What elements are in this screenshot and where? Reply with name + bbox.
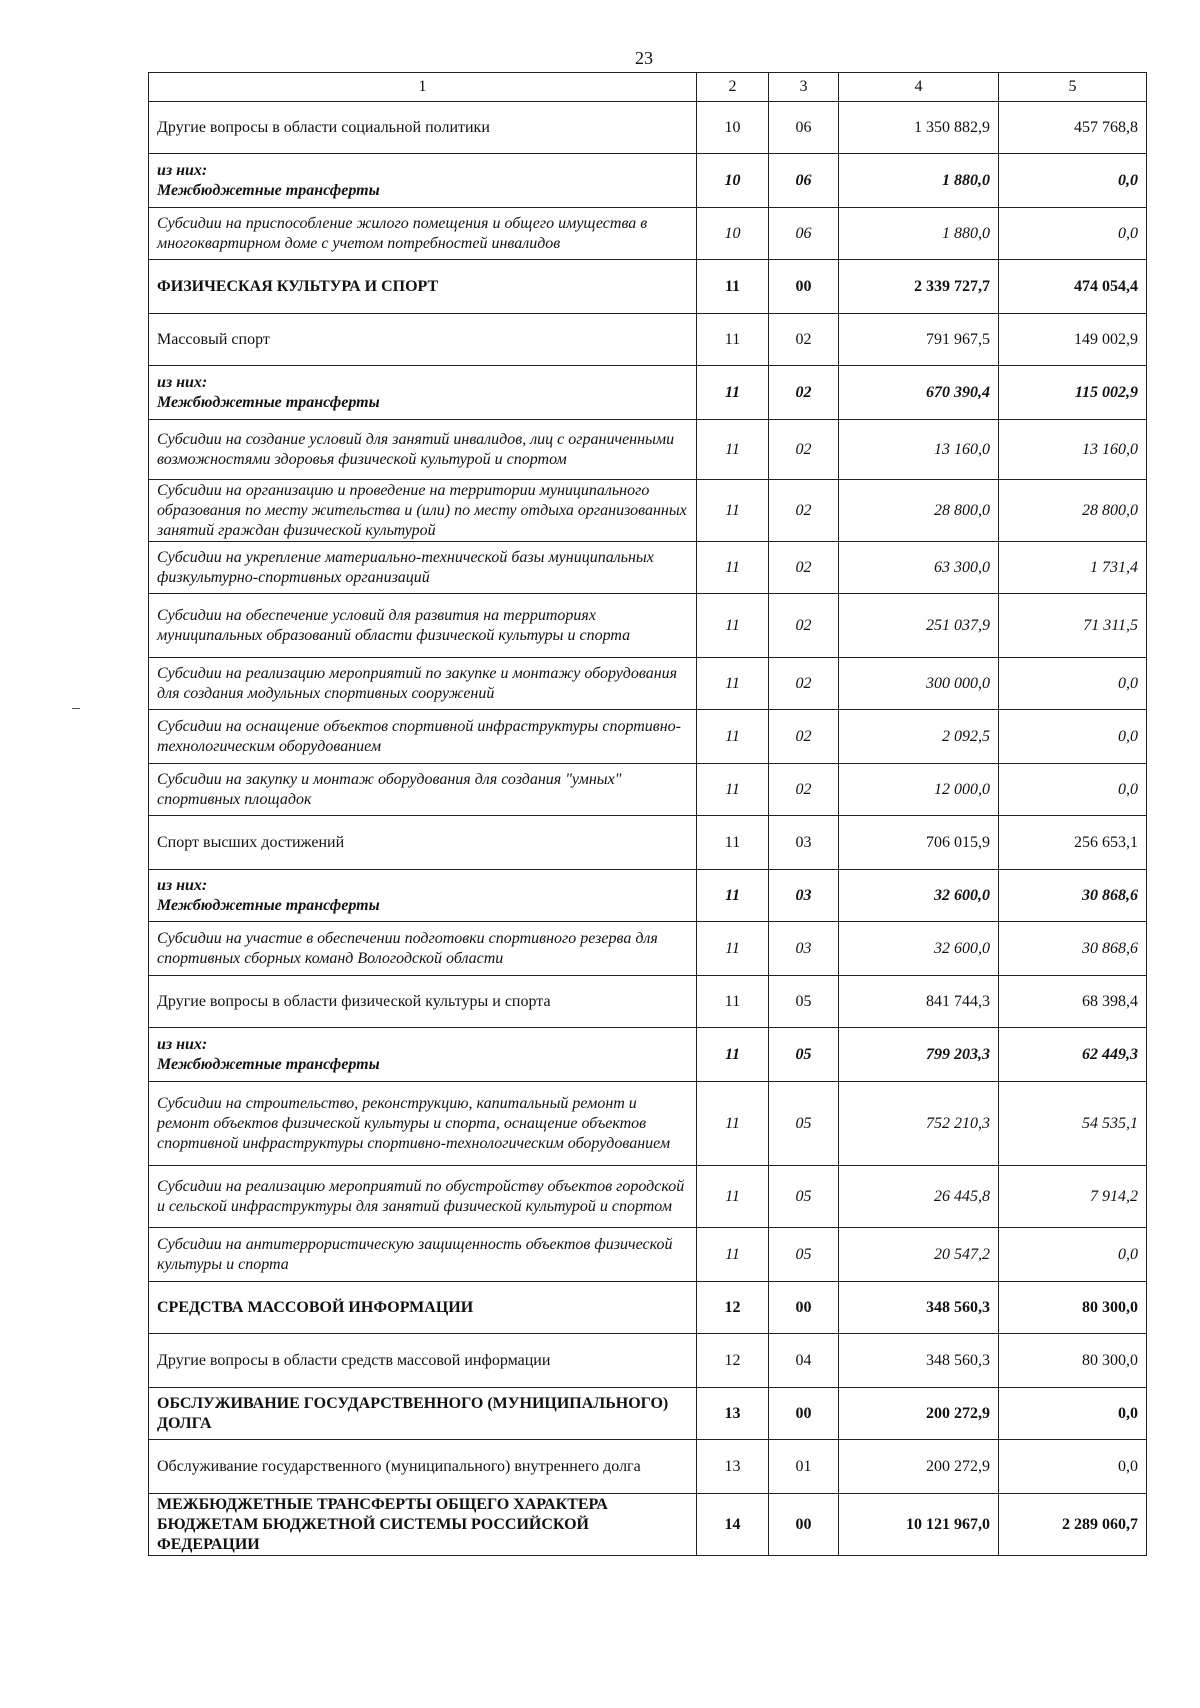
amount-col5: 68 398,4 [999,976,1147,1028]
amount-col4: 670 390,4 [839,366,999,420]
section-code: 11 [697,1082,769,1166]
amount-col4: 2 339 727,7 [839,260,999,314]
subsection-code: 05 [769,1228,839,1282]
amount-col4: 200 272,9 [839,1388,999,1440]
row-label: СРЕДСТВА МАССОВОЙ ИНФОРМАЦИИ [149,1282,697,1334]
amount-col5: 30 868,6 [999,922,1147,976]
section-code: 11 [697,366,769,420]
table-row [149,922,1147,976]
table-row [149,1494,1147,1556]
section-code: 10 [697,154,769,208]
amount-col4: 251 037,9 [839,594,999,658]
budget-table [148,72,1147,1556]
section-code: 11 [697,542,769,594]
column-number-4: 4 [839,73,999,102]
subsection-code: 05 [769,1166,839,1228]
row-label: Обслуживание государственного (муниципального) внутреннего долга [149,1440,697,1494]
row-label-text: Межбюджетные трансферты [157,896,380,914]
amount-col5: 1 731,4 [999,542,1147,594]
row-label-prefix: из них: [157,161,208,179]
amount-col5: 28 800,0 [999,480,1147,542]
subsection-code: 02 [769,594,839,658]
row-label: Субсидии на создание условий для занятий инвалидов, лиц с ограниченными возможностями здоровья физической культурой и спортом [149,420,697,480]
amount-col4: 799 203,3 [839,1028,999,1082]
subsection-code: 06 [769,102,839,154]
section-code: 14 [697,1494,769,1556]
row-label: Субсидии на закупку и монтаж оборудования для создания "умных" спортивных площадок [149,764,697,816]
row-label-prefix: из них: [157,876,208,894]
table-row [149,102,1147,154]
amount-col5: 0,0 [999,1388,1147,1440]
row-label: Субсидии на приспособление жилого помещения и общего имущества в многоквартирном доме с учетом потребностей инвалидов [149,208,697,260]
row-label: Субсидии на оснащение объектов спортивной инфраструктуры спортивно-технологическим оборудованием [149,710,697,764]
table-row [149,1082,1147,1166]
section-code: 11 [697,922,769,976]
table-row [149,1166,1147,1228]
row-label: Спорт высших достижений [149,816,697,870]
amount-col5: 71 311,5 [999,594,1147,658]
subsection-code: 05 [769,976,839,1028]
amount-col5: 474 054,4 [999,260,1147,314]
table-row [149,208,1147,260]
row-label-text: Межбюджетные трансферты [157,1055,380,1073]
row-label: Субсидии на реализацию мероприятий по закупке и монтажу оборудования для создания модульных спортивных сооружений [149,658,697,710]
table-row [149,366,1147,420]
table-row [149,542,1147,594]
table-row [149,420,1147,480]
amount-col5: 0,0 [999,208,1147,260]
amount-col5: 80 300,0 [999,1282,1147,1334]
column-number-2: 2 [697,73,769,102]
subsection-code: 00 [769,1282,839,1334]
amount-col5: 149 002,9 [999,314,1147,366]
amount-col5: 13 160,0 [999,420,1147,480]
column-number-5: 5 [999,73,1147,102]
table-row [149,260,1147,314]
row-label-prefix: из них: [157,1035,208,1053]
table-row [149,1028,1147,1082]
table-row [149,658,1147,710]
section-code: 13 [697,1440,769,1494]
subsection-code: 00 [769,1388,839,1440]
amount-col4: 63 300,0 [839,542,999,594]
amount-col5: 62 449,3 [999,1028,1147,1082]
subsection-code: 02 [769,710,839,764]
row-label-text: Межбюджетные трансферты [157,181,380,199]
subsection-code: 05 [769,1082,839,1166]
row-label-text: Межбюджетные трансферты [157,393,380,411]
subsection-code: 00 [769,1494,839,1556]
amount-col5: 54 535,1 [999,1082,1147,1166]
subsection-code: 03 [769,816,839,870]
amount-col4: 1 350 882,9 [839,102,999,154]
amount-col5: 0,0 [999,658,1147,710]
section-code: 11 [697,710,769,764]
section-code: 11 [697,480,769,542]
amount-col4: 706 015,9 [839,816,999,870]
budget-table-body [149,73,1147,1556]
row-label [149,1028,697,1082]
row-label [149,366,697,420]
row-label: Субсидии на укрепление материально-технической базы муниципальных физкультурно-спортивных организаций [149,542,697,594]
subsection-code: 06 [769,208,839,260]
section-code: 11 [697,976,769,1028]
amount-col5: 0,0 [999,710,1147,764]
table-row [149,710,1147,764]
amount-col4: 26 445,8 [839,1166,999,1228]
amount-col4: 10 121 967,0 [839,1494,999,1556]
amount-col4: 752 210,3 [839,1082,999,1166]
column-number-row [149,73,1147,102]
page-number: 23 [635,48,653,68]
table-row [149,816,1147,870]
column-number-3: 3 [769,73,839,102]
row-label: Субсидии на антитеррористическую защищенность объектов физической культуры и спорта [149,1228,697,1282]
column-number-1: 1 [149,73,697,102]
amount-col5: 2 289 060,7 [999,1494,1147,1556]
amount-col5: 0,0 [999,764,1147,816]
table-row [149,764,1147,816]
amount-col4: 200 272,9 [839,1440,999,1494]
row-label: ФИЗИЧЕСКАЯ КУЛЬТУРА И СПОРТ [149,260,697,314]
amount-col5: 457 768,8 [999,102,1147,154]
section-code: 10 [697,102,769,154]
table-row [149,594,1147,658]
amount-col4: 2 092,5 [839,710,999,764]
subsection-code: 03 [769,922,839,976]
table-row [149,976,1147,1028]
amount-col5: 256 653,1 [999,816,1147,870]
section-code: 11 [697,260,769,314]
row-label: ОБСЛУЖИВАНИЕ ГОСУДАРСТВЕННОГО (МУНИЦИПАЛЬНОГО) ДОЛГА [149,1388,697,1440]
subsection-code: 02 [769,542,839,594]
amount-col4: 1 880,0 [839,154,999,208]
amount-col4: 300 000,0 [839,658,999,710]
amount-col4: 13 160,0 [839,420,999,480]
table-row [149,1228,1147,1282]
amount-col5: 0,0 [999,1440,1147,1494]
subsection-code: 05 [769,1028,839,1082]
row-label [149,870,697,922]
section-code: 10 [697,208,769,260]
amount-col4: 32 600,0 [839,922,999,976]
section-code: 11 [697,1028,769,1082]
subsection-code: 02 [769,366,839,420]
subsection-code: 01 [769,1440,839,1494]
table-row [149,154,1147,208]
row-label-prefix: из них: [157,373,208,391]
section-code: 11 [697,658,769,710]
row-label: Субсидии на строительство, реконструкцию, капитальный ремонт и ремонт объектов физической культуры и спорта, оснащение объектов спортивной инфраструктуры спортивно-технологическим оборудованием [149,1082,697,1166]
subsection-code: 02 [769,764,839,816]
section-code: 11 [697,314,769,366]
amount-col4: 348 560,3 [839,1334,999,1388]
row-label: Другие вопросы в области средств массовой информации [149,1334,697,1388]
table-row [149,314,1147,366]
row-label: Субсидии на участие в обеспечении подготовки спортивного резерва для спортивных сборных команд Вологодской области [149,922,697,976]
amount-col5: 115 002,9 [999,366,1147,420]
amount-col4: 791 967,5 [839,314,999,366]
subsection-code: 02 [769,658,839,710]
amount-col4: 1 880,0 [839,208,999,260]
subsection-code: 02 [769,480,839,542]
table-row [149,1282,1147,1334]
amount-col5: 80 300,0 [999,1334,1147,1388]
row-label: Массовый спорт [149,314,697,366]
amount-col5: 30 868,6 [999,870,1147,922]
amount-col4: 12 000,0 [839,764,999,816]
amount-col4: 20 547,2 [839,1228,999,1282]
amount-col4: 32 600,0 [839,870,999,922]
row-label: Субсидии на реализацию мероприятий по обустройству объектов городской и сельской инфраструктуры для занятий физической культурой и спортом [149,1166,697,1228]
row-label: Другие вопросы в области физической культуры и спорта [149,976,697,1028]
subsection-code: 00 [769,260,839,314]
section-code: 11 [697,594,769,658]
subsection-code: 04 [769,1334,839,1388]
row-label: МЕЖБЮДЖЕТНЫЕ ТРАНСФЕРТЫ ОБЩЕГО ХАРАКТЕРА БЮДЖЕТАМ БЮДЖЕТНОЙ СИСТЕМЫ РОССИЙСКОЙ ФЕДЕРАЦИИ [149,1494,697,1556]
subsection-code: 02 [769,314,839,366]
section-code: 11 [697,816,769,870]
amount-col5: 0,0 [999,1228,1147,1282]
section-code: 12 [697,1282,769,1334]
section-code: 11 [697,1228,769,1282]
section-code: 13 [697,1388,769,1440]
section-code: 11 [697,420,769,480]
section-code: 11 [697,870,769,922]
row-label: Субсидии на организацию и проведение на территории муниципального образования по месту жительства и (или) по месту отдыха организованных занятий граждан физической культурой [149,480,697,542]
section-code: 12 [697,1334,769,1388]
table-row [149,1388,1147,1440]
table-row [149,1440,1147,1494]
subsection-code: 02 [769,420,839,480]
amount-col5: 7 914,2 [999,1166,1147,1228]
section-code: 11 [697,1166,769,1228]
subsection-code: 06 [769,154,839,208]
row-label [149,154,697,208]
margin-mark [72,708,80,709]
amount-col5: 0,0 [999,154,1147,208]
table-row [149,1334,1147,1388]
row-label: Другие вопросы в области социальной политики [149,102,697,154]
subsection-code: 03 [769,870,839,922]
amount-col4: 841 744,3 [839,976,999,1028]
table-row [149,870,1147,922]
row-label: Субсидии на обеспечение условий для развития на территориях муниципальных образований области физической культуры и спорта [149,594,697,658]
section-code: 11 [697,764,769,816]
amount-col4: 348 560,3 [839,1282,999,1334]
table-row [149,480,1147,542]
amount-col4: 28 800,0 [839,480,999,542]
